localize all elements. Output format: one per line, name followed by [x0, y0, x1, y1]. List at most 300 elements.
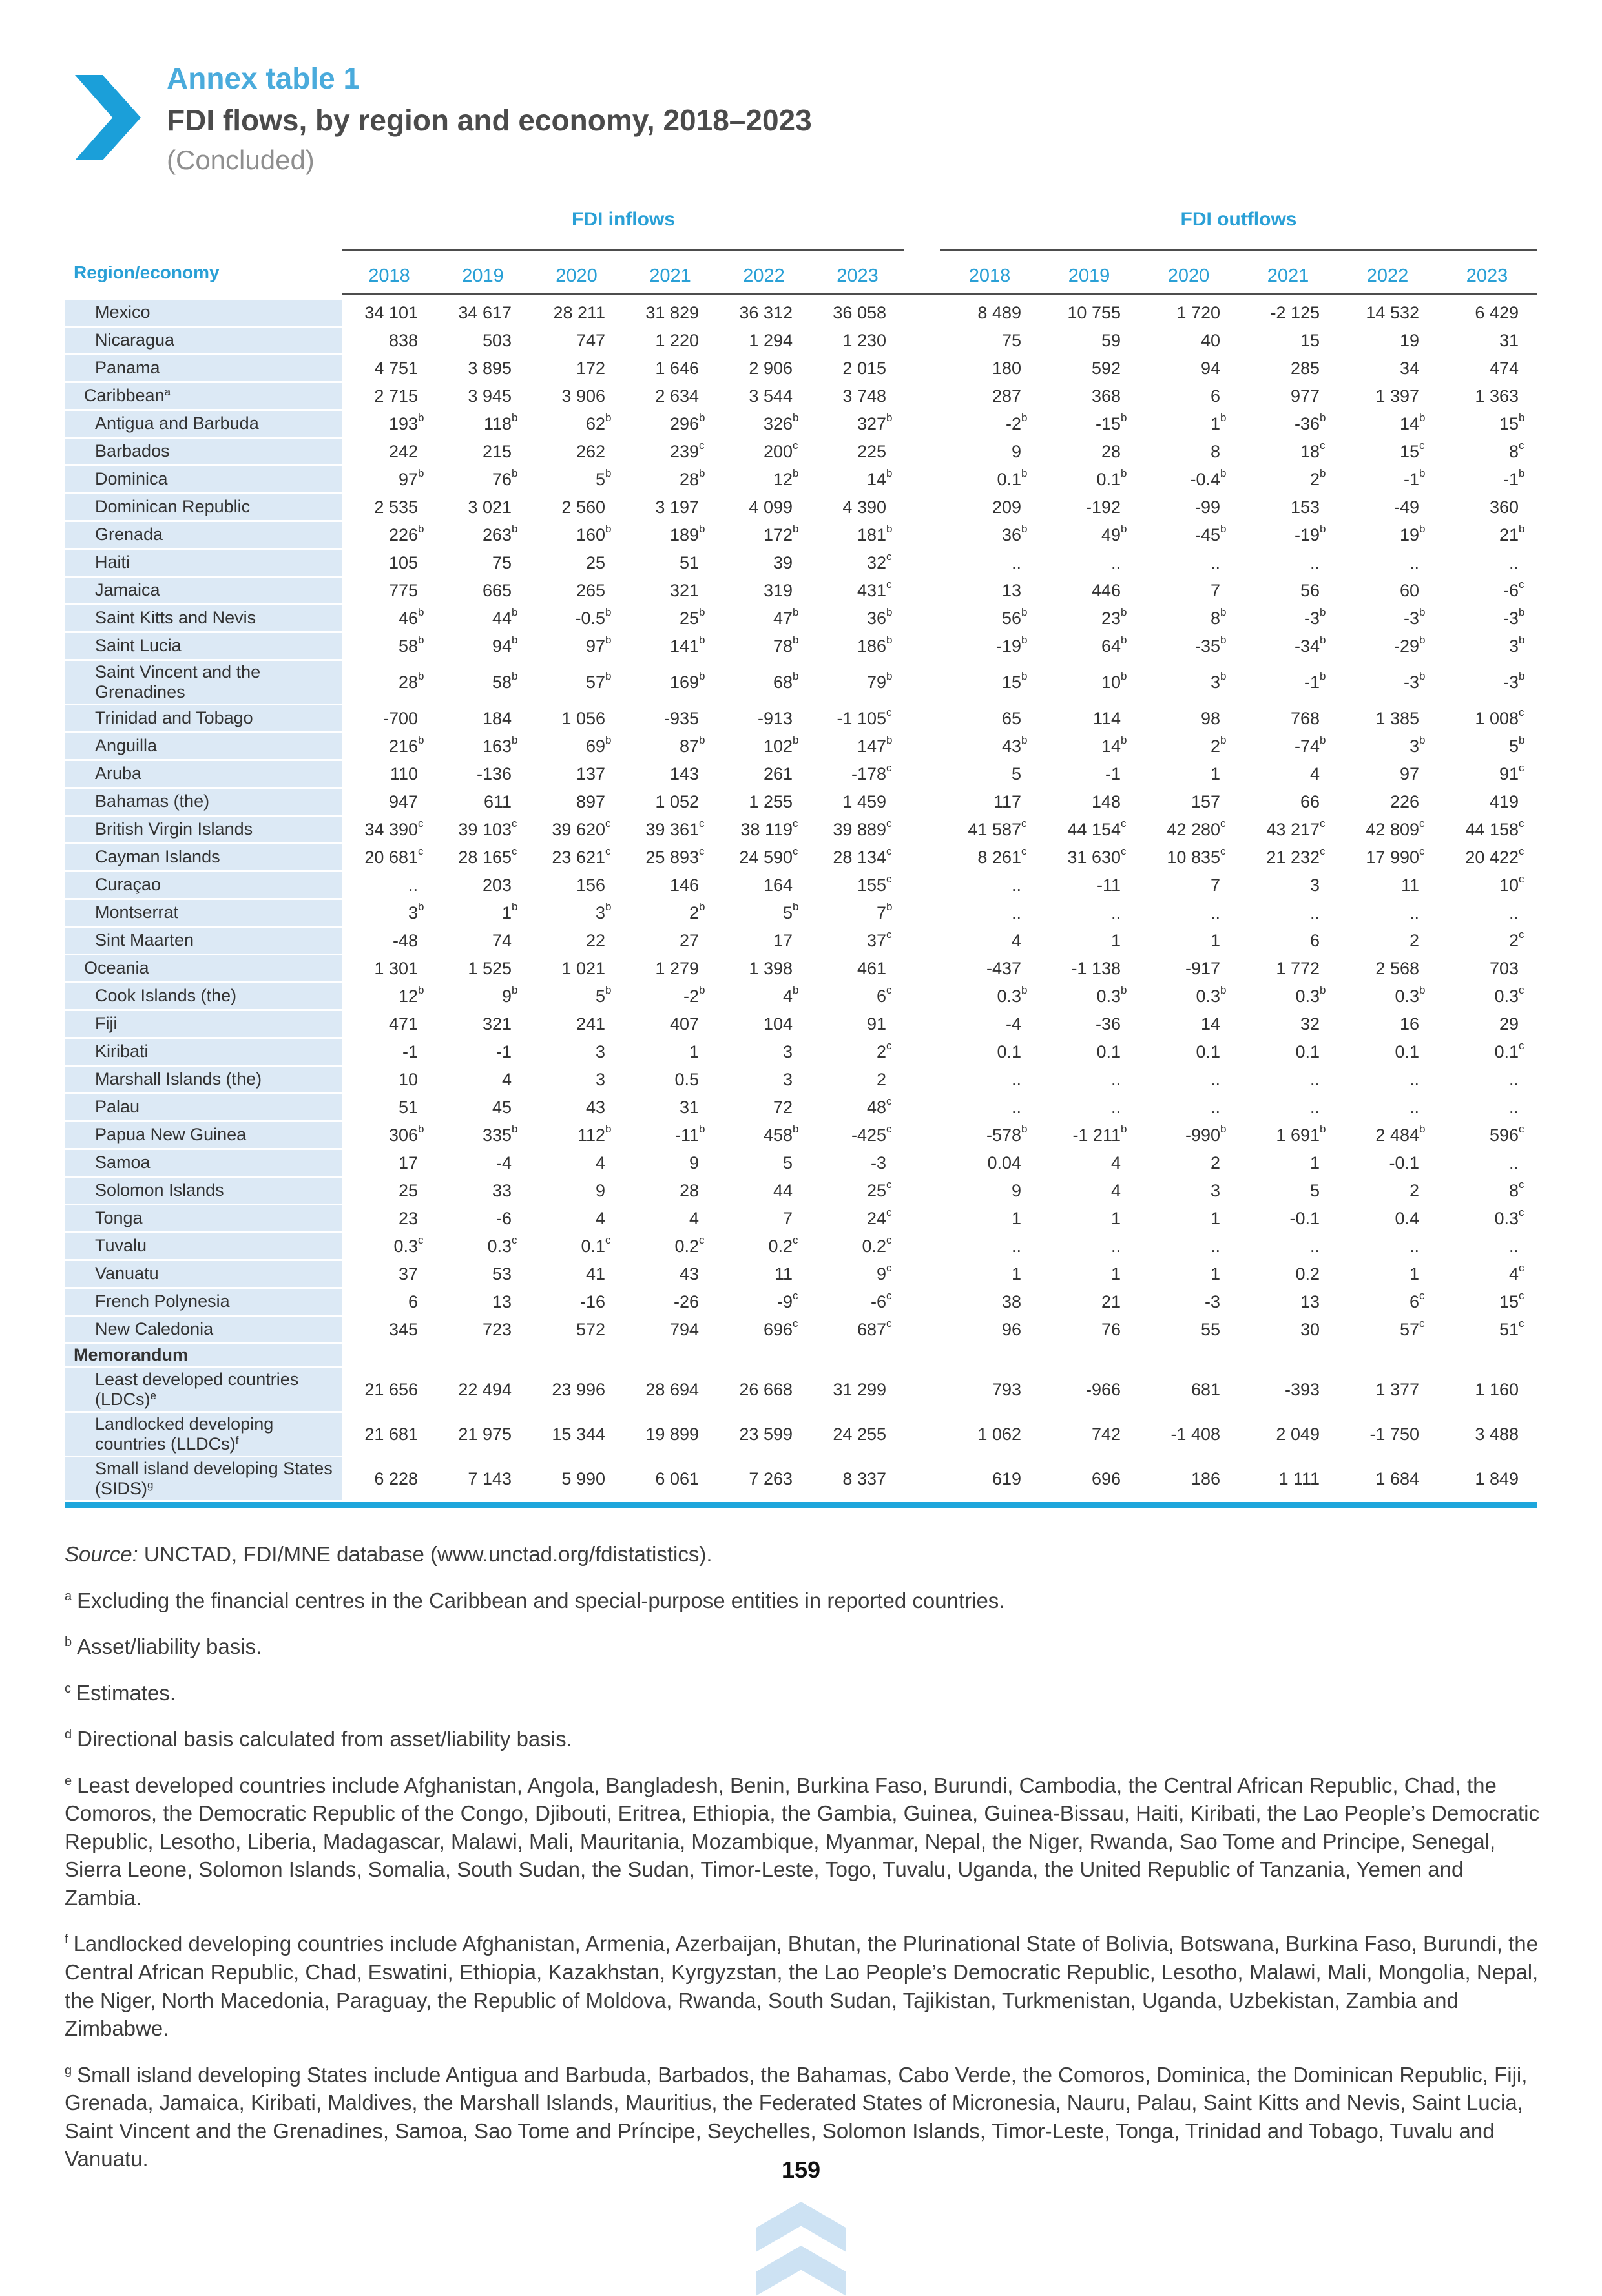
outflow-value-cell: 65 [1001, 708, 1021, 728]
outflow-value-cell: -0.1 [1289, 1208, 1320, 1228]
inflow-value-cell: 296 b [669, 412, 705, 433]
outflow-value-cell: 2 b [1210, 734, 1227, 756]
inflow-value-cell: 775 [388, 580, 418, 600]
inflow-value-cell: 1 646 [655, 358, 699, 378]
outflow-value-cell: 36 b [1001, 523, 1028, 545]
column-group-gap [904, 191, 940, 293]
inflow-value-cell: 69 b [585, 734, 612, 756]
inflow-value-cell: 19 899 [645, 1424, 699, 1444]
column-group-gap [904, 522, 940, 548]
page-title: FDI flows, by region and economy, 2018–2023 [167, 103, 812, 137]
column-group-gap [904, 578, 940, 603]
outflow-value-cell: -192 [1085, 497, 1121, 517]
inflow-value-cell: 17 [773, 930, 793, 950]
inflow-value-cell: 51 [679, 552, 699, 572]
outflow-value-cell: -19 b [1294, 523, 1326, 545]
outflow-value-cell: 0.1 [1295, 1041, 1320, 1061]
outflow-value-cell: 19 [1399, 330, 1419, 350]
outflow-value-cell: .. [1011, 552, 1021, 572]
inflow-value-cell: 4 [595, 1153, 605, 1173]
outflow-value-cell: 1 [1409, 1264, 1419, 1284]
inflow-value-cell: 947 [388, 791, 418, 811]
inflow-value-cell: 48 c [866, 1095, 892, 1117]
outflow-value-cell: 98 [1200, 708, 1220, 728]
inflow-value-cell: 1 459 [842, 791, 886, 811]
inflow-value-cell: 14 b [866, 467, 893, 489]
inflow-value-cell: 1 301 [374, 958, 418, 978]
outflow-value-cell: 8 261 c [977, 845, 1027, 867]
table-row [65, 789, 1537, 815]
footnote-tag: b [65, 1635, 72, 1650]
column-group-gap [904, 383, 940, 409]
outflow-value-cell: 10 b [1101, 670, 1127, 692]
outflow-value-cell: 1 377 [1375, 1379, 1419, 1399]
inflow-value-cell: 51 [398, 1097, 418, 1117]
inflow-value-cell: 74 [492, 930, 512, 950]
inflow-value-cell: -6 [495, 1208, 512, 1228]
inflow-value-cell: 39 889 c [833, 817, 892, 839]
inflow-value-cell: 0.5 [674, 1069, 699, 1089]
page-number: 159 [781, 2156, 821, 2183]
column-group-gap [904, 328, 940, 353]
outflow-value-cell: 226 [1389, 791, 1419, 811]
inflow-value-cell: 172 [576, 358, 605, 378]
inflow-value-cell: 23 996 [552, 1379, 605, 1399]
year-label: 2019 [462, 266, 504, 286]
inflow-value-cell: 11 [774, 1264, 793, 1284]
outflow-value-cell: .. [1210, 552, 1220, 572]
inflow-value-cell: 21 681 [364, 1424, 418, 1444]
table-row [65, 844, 1537, 870]
inflow-value-cell: 28 b [679, 467, 705, 489]
inflow-value-cell: 2 c [876, 1039, 892, 1061]
source-line [65, 1540, 1545, 1569]
inflow-value-cell: 24 255 [833, 1424, 886, 1444]
row-label-text: Nicaragua [95, 330, 175, 350]
inflow-value-cell: 27 [679, 930, 699, 950]
inflow-value-cell: 72 [773, 1097, 793, 1117]
row-label-text: Solomon Islands [95, 1180, 224, 1200]
row-label [65, 1457, 342, 1500]
inflow-value-cell: 2 634 [655, 386, 699, 406]
inflow-value-cell: -935 [663, 708, 699, 728]
inflow-value-cell: 6 061 [655, 1468, 699, 1488]
outflow-value-cell: .. [1110, 1097, 1121, 1117]
inflow-value-cell: 12 b [398, 984, 424, 1006]
outflow-value-cell: 2 [1409, 1180, 1419, 1200]
row-label [65, 1344, 342, 1366]
outflow-value-cell: 20 422 c [1465, 845, 1524, 867]
row-label-text: Tonga [95, 1208, 143, 1228]
inflow-value-cell: 21 975 [458, 1424, 512, 1444]
row-label-text: Sint Maarten [95, 930, 194, 950]
outflow-value-cell: 40 [1200, 330, 1220, 350]
footnote-tag: c [65, 1681, 71, 1696]
outflow-value-cell: 0.3 b [1196, 984, 1227, 1006]
inflow-value-cell: 3 544 [749, 386, 793, 406]
inflow-value-cell: 2 535 [374, 497, 418, 517]
inflow-value-cell: 794 [669, 1319, 699, 1339]
outflow-value-cell: .. [1210, 1236, 1220, 1256]
inflow-value-cell: 241 [576, 1014, 605, 1034]
year-label: 2022 [743, 266, 785, 286]
inflow-value-cell: -4 [495, 1153, 512, 1173]
inflow-value-cell: 262 [576, 441, 605, 461]
inflow-value-cell: 36 312 [739, 302, 793, 322]
row-label [65, 1122, 342, 1148]
column-group-gap [904, 733, 940, 759]
column-group-gap [904, 550, 940, 576]
outflow-value-cell: 66 [1300, 791, 1320, 811]
inflow-value-cell: 112 b [577, 1123, 612, 1145]
inflow-value-cell: 28 [679, 1180, 699, 1200]
row-label-text: Mexico [95, 302, 151, 322]
footnotes-section [65, 1540, 1545, 2191]
inflow-value-cell: 28 211 [553, 302, 605, 322]
row-label-text: Vanuatu [95, 1264, 159, 1284]
outflow-value-cell: 180 [992, 358, 1021, 378]
row-label [65, 928, 342, 954]
outflow-value-cell: 14 [1200, 1014, 1220, 1034]
column-group-gap [904, 900, 940, 926]
chevron-up-icon [756, 2202, 846, 2266]
footnote-tag: e [65, 1773, 72, 1788]
column-group-gap [904, 705, 940, 731]
inflow-value-cell: 21 656 [364, 1379, 418, 1399]
outflow-value-cell: 2 b [1309, 467, 1326, 489]
inflows-column-group [342, 191, 904, 293]
column-group-gap [904, 1457, 940, 1500]
year-label: 2018 [968, 266, 1011, 286]
inflow-value-cell: 110 [390, 764, 418, 784]
inflow-value-cell: 5 990 [561, 1468, 605, 1488]
table-row [65, 817, 1537, 842]
outflow-value-cell: 1 [1110, 1264, 1121, 1284]
outflow-value-cell: -1 211 b [1072, 1123, 1127, 1145]
inflow-value-cell: 9 c [876, 1262, 892, 1284]
inflow-value-cell: 7 [782, 1208, 793, 1228]
outflow-value-cell: 0.3 b [997, 984, 1028, 1006]
row-label-text: Samoa [95, 1153, 151, 1173]
outflow-value-cell: 91 c [1499, 762, 1524, 784]
outflow-value-cell: 21 b [1499, 523, 1525, 545]
outflow-value-cell: 2 049 [1276, 1424, 1320, 1444]
outflow-value-cell: .. [1508, 552, 1519, 572]
outflow-value-cell: .. [1508, 1097, 1519, 1117]
column-group-gap [904, 1067, 940, 1092]
outflow-value-cell: 60 [1399, 580, 1419, 600]
row-label-text: Fiji [95, 1014, 118, 1034]
inflow-value-cell: -0.5 b [575, 606, 612, 628]
inflow-value-cell: 25 [585, 552, 605, 572]
inflow-value-cell: 6 c [876, 984, 892, 1006]
title-block [65, 62, 812, 175]
outflow-value-cell: 11 [1400, 875, 1419, 895]
row-label [65, 1094, 342, 1120]
outflow-value-cell: 9 [1011, 1180, 1021, 1200]
inflow-value-cell: 3 197 [655, 497, 699, 517]
outflow-value-cell: -990 b [1185, 1123, 1227, 1145]
row-label-text: Aruba [95, 764, 142, 784]
row-label [65, 466, 342, 492]
table-row [65, 1039, 1537, 1065]
table-body [65, 300, 1537, 1500]
outflow-value-cell: 31 [1499, 330, 1519, 350]
inflow-value-cell: 28 694 [645, 1379, 699, 1399]
outflow-value-cell: -1 b [1403, 467, 1426, 489]
column-group-gap [904, 983, 940, 1009]
inflow-value-cell: 0.3 c [487, 1234, 517, 1256]
row-label [65, 1039, 342, 1065]
outflow-value-cell: 7 [1210, 580, 1220, 600]
inflow-value-cell: 28 165 c [458, 845, 517, 867]
inflow-value-cell: 326 b [763, 412, 799, 433]
outflow-value-cell: 474 [1489, 358, 1519, 378]
footnote-list [65, 1587, 1545, 2173]
table-row [65, 328, 1537, 353]
outflow-value-cell: 1 [1309, 1153, 1320, 1173]
row-label [65, 872, 342, 898]
outflow-value-cell: 64 b [1101, 634, 1127, 656]
column-group-gap [904, 928, 940, 954]
column-group-gap [904, 1150, 940, 1176]
inflow-value-cell: 181 b [857, 523, 893, 545]
outflow-value-cell: 49 b [1101, 523, 1127, 545]
column-group-gap [904, 494, 940, 520]
outflow-value-cell: 0.3 c [1494, 984, 1524, 1006]
inflow-value-cell: 2 [876, 1069, 886, 1089]
inflow-value-cell: 28 134 c [833, 845, 892, 867]
outflow-value-cell: -1 b [1503, 467, 1525, 489]
inflow-value-cell: 263 b [482, 523, 518, 545]
outflow-value-cell: 30 [1300, 1319, 1320, 1339]
outflow-value-cell: .. [1409, 1097, 1419, 1117]
row-label [65, 1067, 342, 1092]
outflow-value-cell: -1 138 [1071, 958, 1121, 978]
outflow-value-cell: 42 809 c [1366, 817, 1425, 839]
outflow-value-cell: -1 408 [1170, 1424, 1220, 1444]
outflow-value-cell: 1 160 [1475, 1379, 1519, 1399]
inflow-value-cell: 57 b [585, 670, 612, 692]
row-label-text: Caribbeana [84, 386, 171, 406]
outflow-value-cell: 114 [1092, 708, 1121, 728]
outflow-value-cell: 0.1 [1395, 1041, 1419, 1061]
column-group-gap [904, 1233, 940, 1259]
table-row [65, 1150, 1537, 1176]
inflow-value-cell: 3 [782, 1041, 793, 1061]
column-group-gap [904, 1011, 940, 1037]
inflow-value-cell: -136 [476, 764, 512, 784]
outflow-value-cell: 17 990 c [1366, 845, 1425, 867]
outflow-value-cell: -578 b [986, 1123, 1028, 1145]
inflow-value-cell: -913 [757, 708, 793, 728]
row-label-text: Trinidad and Tobago [95, 708, 253, 728]
column-group-gap [904, 355, 940, 381]
inflow-value-cell: 41 [585, 1264, 605, 1284]
row-label [65, 383, 342, 409]
outflow-value-cell: 0.1 [997, 1041, 1021, 1061]
title-text-group [167, 62, 812, 175]
row-label [65, 1261, 342, 1287]
outflow-value-cell: 94 [1200, 358, 1220, 378]
chevron-right-icon [75, 75, 141, 160]
inflow-value-cell: 53 [492, 1264, 512, 1284]
outflow-value-cell: 0.1 [1196, 1041, 1220, 1061]
inflow-value-cell: 5 [782, 1153, 793, 1173]
inflow-value-cell: 3 b [595, 901, 612, 923]
row-label-text: Curaçao [95, 875, 161, 895]
table-row [65, 705, 1537, 731]
inflow-value-cell: -3 [870, 1153, 886, 1173]
inflow-value-cell: 68 b [773, 670, 799, 692]
table-row [65, 411, 1537, 437]
inflow-value-cell: 1 230 [842, 330, 886, 350]
inflow-value-cell: 5 b [595, 467, 612, 489]
row-label [65, 578, 342, 603]
outflow-value-cell: .. [1011, 903, 1021, 923]
row-label [65, 1289, 342, 1315]
outflow-value-cell: 23 b [1101, 606, 1127, 628]
row-label-text: Dominican Republic [95, 497, 251, 517]
outflow-value-cell: 446 [1091, 580, 1121, 600]
table-row [65, 550, 1537, 576]
outflow-value-cell: 44 158 c [1465, 817, 1524, 839]
row-label [65, 411, 342, 437]
outflow-value-cell: 1 [1110, 1208, 1121, 1228]
inflow-value-cell: 345 [388, 1319, 418, 1339]
inflow-value-cell: 25 893 c [645, 845, 705, 867]
inflow-value-cell: 1 525 [468, 958, 512, 978]
outflow-value-cell: 1 [1210, 764, 1220, 784]
outflow-value-cell: .. [1210, 903, 1220, 923]
inflow-value-cell: 1 021 [561, 958, 605, 978]
row-label-text: Montserrat [95, 903, 179, 923]
table-row [65, 605, 1537, 631]
table-row [65, 355, 1537, 381]
inflow-value-cell: 58 b [492, 670, 518, 692]
row-label-text: Jamaica [95, 580, 160, 600]
outflow-value-cell: .. [1409, 552, 1419, 572]
inflow-value-cell: -2 b [683, 984, 705, 1006]
inflow-value-cell: -425 c [851, 1123, 892, 1145]
table-row [65, 578, 1537, 603]
inflow-value-cell: 22 [585, 930, 605, 950]
table-row [65, 900, 1537, 926]
table-row [65, 494, 1537, 520]
fdi-table [65, 191, 1537, 1508]
outflow-value-cell: 18 c [1300, 439, 1326, 461]
inflow-value-cell: 7 b [876, 901, 893, 923]
inflow-value-cell: 4 b [782, 984, 799, 1006]
inflow-value-cell: 225 [857, 441, 886, 461]
inflow-value-cell: 91 [866, 1014, 886, 1034]
inflow-value-cell: 23 599 [739, 1424, 793, 1444]
outflow-value-cell: -74 b [1294, 734, 1326, 756]
outflow-value-cell: 43 217 c [1266, 817, 1326, 839]
outflow-value-cell: 681 [1191, 1379, 1220, 1399]
column-group-gap [904, 761, 940, 787]
outflow-value-cell: 13 [1300, 1291, 1320, 1311]
outflow-value-cell: 15 b [1001, 670, 1028, 692]
outflow-value-cell: 38 [1001, 1291, 1021, 1311]
footnote: $^e$ Least developed countries include Afghanistan, Angola, Bangladesh, Benin, Burkina Faso, Burundi, Cambodia, the Central African Republic, Chad, the Comoros, the Democratic Republic of the Congo, Djibouti, Eritrea, Ethiopia, the Gambia, Guinea, Guinea-Bissau, Haiti, Kiribati, the Lao People’s Democratic Republic, Lesotho, Liberia, Madagascar, Malawi, Mali, Mauritania, Mozambique, Myanmar, Nepal, the Niger, Rwanda, Sao Tome and Principe, Senegal, Sierra Leone, Solomon Islands, Somalia, South Sudan, the Sudan, Timor-Leste, Togo, Tuvalu, Uganda, the United Republic of Tanzania, Yemen and Zambia. [65, 1773, 1540, 1910]
row-label-text: Papua New Guinea [95, 1125, 247, 1145]
table-row [65, 1289, 1537, 1315]
outflow-value-cell: 32 [1300, 1014, 1320, 1034]
inflow-value-cell: 104 [763, 1014, 793, 1034]
row-label [65, 633, 342, 659]
outflow-value-cell: .. [1508, 903, 1519, 923]
outflow-value-cell: -2 125 [1270, 302, 1320, 322]
inflow-value-cell: 25 b [679, 606, 705, 628]
table-row [65, 1205, 1537, 1231]
row-label [65, 1413, 342, 1456]
row-label-text: British Virgin Islands [95, 819, 253, 839]
inflow-value-cell: 39 103 c [458, 817, 517, 839]
inflow-value-cell: 34 390 c [364, 817, 424, 839]
table-row [65, 633, 1537, 659]
inflow-value-cell: 226 b [388, 523, 424, 545]
outflow-value-cell: 14 b [1399, 412, 1426, 433]
row-label-text: Cook Islands (the) [95, 986, 237, 1006]
inflow-value-cell: 13 [492, 1291, 512, 1311]
outflow-value-cell: 14 532 [1366, 302, 1419, 322]
inflow-value-cell: 5 b [782, 901, 799, 923]
outflow-value-cell: .. [1011, 1097, 1021, 1117]
inflow-value-cell: 747 [576, 330, 605, 350]
inflow-value-cell: 24 590 c [739, 845, 798, 867]
outflow-value-cell: 368 [1091, 386, 1121, 406]
outflow-value-cell: -1 b [1304, 670, 1326, 692]
outflow-value-cell: 1 [1011, 1264, 1021, 1284]
outflow-value-cell: -3 b [1403, 670, 1426, 692]
footnote: $^b$ Asset/liability basis. [65, 1634, 262, 1659]
column-group-gap [904, 1039, 940, 1065]
table-row [65, 983, 1537, 1009]
inflow-value-cell: 43 [585, 1097, 605, 1117]
inflow-value-cell: 94 b [492, 634, 518, 656]
outflow-value-cell: 2 c [1508, 928, 1524, 950]
source-text: UNCTAD, FDI/MNE database (www.unctad.org/fdistatistics). [138, 1542, 713, 1566]
outflow-value-cell: 703 [1489, 958, 1519, 978]
table-row [65, 1368, 1537, 1411]
inflow-value-cell: 723 [482, 1319, 512, 1339]
inflow-value-cell: 215 [482, 441, 512, 461]
inflow-value-cell: 31 829 [645, 302, 699, 322]
row-label [65, 789, 342, 815]
column-group-gap [904, 466, 940, 492]
row-label-text: Cayman Islands [95, 847, 220, 867]
inflow-value-cell: 261 [763, 764, 793, 784]
table-row [65, 1261, 1537, 1287]
outflow-value-cell: -393 [1284, 1379, 1320, 1399]
outflow-value-cell: 7 [1210, 875, 1220, 895]
outflow-value-cell: 2 [1409, 930, 1419, 950]
inflow-value-cell: 37 c [866, 928, 892, 950]
inflow-value-cell: 25 [398, 1180, 418, 1200]
inflow-value-cell: 143 [669, 764, 699, 784]
outflow-value-cell: 56 b [1001, 606, 1028, 628]
inflow-value-cell: 3 [782, 1069, 793, 1089]
inflow-value-cell: 22 494 [458, 1379, 512, 1399]
inflow-value-cell: 6 [408, 1291, 418, 1311]
inflow-value-cell: 39 620 c [552, 817, 611, 839]
inflow-value-cell: 3 [595, 1041, 605, 1061]
outflow-value-cell: -917 [1185, 958, 1220, 978]
outflow-value-cell: .. [1409, 1236, 1419, 1256]
row-label-text: Anguilla [95, 736, 158, 756]
inflow-value-cell: 335 b [482, 1123, 518, 1145]
